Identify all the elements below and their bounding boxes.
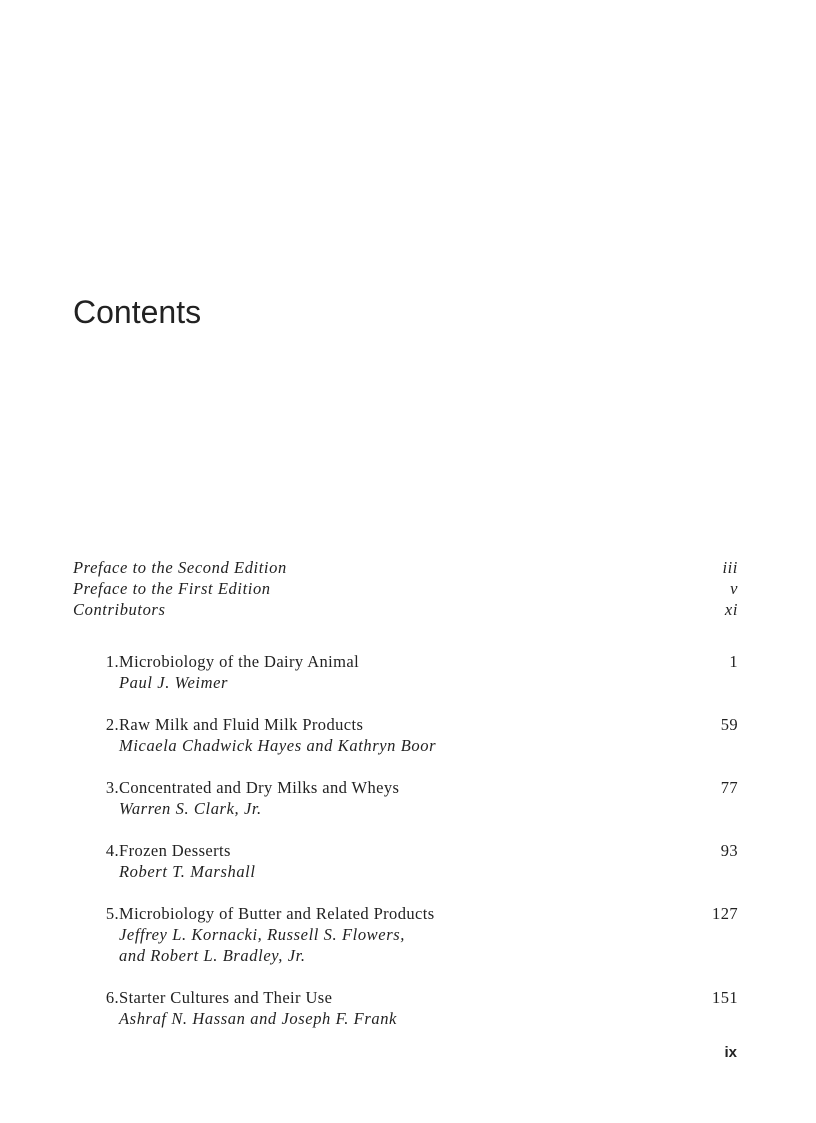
front-matter-page: iii: [722, 558, 738, 577]
chapter-entry: [73, 903, 738, 966]
chapter-page: 127: [712, 904, 738, 923]
chapter-authors: [73, 861, 738, 882]
front-matter-title: Contributors: [73, 600, 166, 619]
chapter-page: 93: [720, 841, 738, 860]
chapter-number: 4.: [105, 841, 119, 860]
chapter-page: 77: [720, 778, 738, 797]
chapter-number: 3.: [105, 778, 119, 797]
chapter-number: 5.: [105, 904, 119, 923]
front-matter-item: [73, 599, 738, 620]
chapter-number: 2.: [105, 715, 119, 734]
author-line: Ashraf N. Hassan and Joseph F. Frank: [119, 1009, 397, 1028]
chapter-authors: [73, 798, 738, 819]
chapter-entry: [73, 777, 738, 819]
chapter-title: Raw Milk and Fluid Milk Products: [119, 715, 364, 734]
front-matter-list: [73, 557, 738, 620]
chapter-authors: [73, 924, 738, 966]
front-matter-page: v: [730, 579, 738, 598]
page-number: ix: [724, 1044, 737, 1061]
chapter-page: 151: [712, 988, 738, 1007]
chapter-page: 59: [720, 715, 738, 734]
chapter-title: Microbiology of Butter and Related Products: [119, 904, 435, 923]
chapter-authors: [73, 735, 738, 756]
chapter-entry: [73, 714, 738, 756]
front-matter-item: [73, 557, 738, 578]
chapter-list: [73, 651, 738, 1050]
chapter-entry: [73, 987, 738, 1029]
chapter-number: 1.: [105, 652, 119, 671]
chapter-title: Microbiology of the Dairy Animal: [119, 652, 360, 671]
author-line: and Robert L. Bradley, Jr.: [119, 946, 306, 965]
author-line: Robert T. Marshall: [119, 862, 256, 881]
chapter-authors: [73, 1008, 738, 1029]
front-matter-page: xi: [724, 600, 738, 619]
chapter-title: Starter Cultures and Their Use: [119, 988, 333, 1007]
chapter-title: Concentrated and Dry Milks and Wheys: [119, 778, 400, 797]
chapter-entry: [73, 651, 738, 693]
author-line: Paul J. Weimer: [119, 673, 229, 692]
chapter-authors: [73, 672, 738, 693]
chapter-page: 1: [729, 652, 738, 671]
chapter-number: 6.: [105, 988, 119, 1007]
chapter-entry: [73, 840, 738, 882]
author-line: Micaela Chadwick Hayes and Kathryn Boor: [119, 736, 437, 755]
page-title: Contents: [73, 294, 202, 330]
front-matter-item: [73, 578, 738, 599]
chapter-title: Frozen Desserts: [119, 841, 231, 860]
front-matter-title: Preface to the Second Edition: [73, 558, 287, 577]
author-line: Jeffrey L. Kornacki, Russell S. Flowers,: [119, 925, 405, 944]
author-line: Warren S. Clark, Jr.: [119, 799, 262, 818]
front-matter-title: Preface to the First Edition: [73, 579, 271, 598]
